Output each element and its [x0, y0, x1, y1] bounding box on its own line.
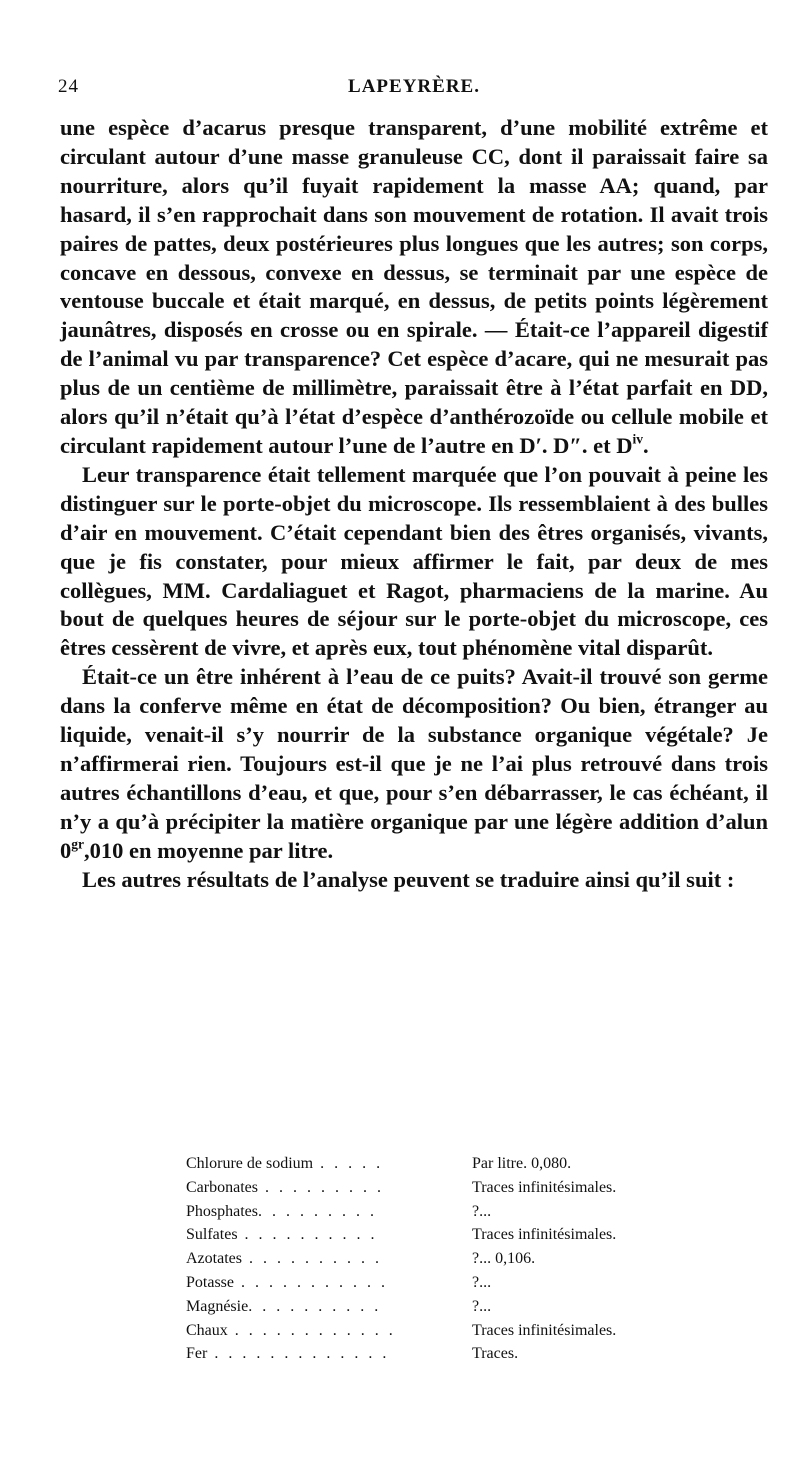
page-header [58, 76, 770, 108]
superscript: gr [71, 836, 84, 852]
substance-cell [186, 1200, 472, 1224]
page-number: 24 [58, 76, 79, 97]
substance-cell [186, 1342, 472, 1366]
value-cell: ?... 0,106. [472, 1250, 536, 1268]
value-cell: ?... [472, 1202, 492, 1220]
substance-name: Chaux [186, 1321, 228, 1339]
paragraph [60, 114, 768, 461]
paragraph [60, 663, 768, 865]
value-cell: ?... [472, 1273, 492, 1291]
leader-dots: . . . . . . . . . . [241, 1250, 382, 1268]
substance-cell [186, 1152, 472, 1176]
paragraph-tail: ,010 en moyenne par litre. [84, 837, 334, 863]
substance-cell [186, 1247, 472, 1271]
value-cell: Traces infinitésimales. [472, 1178, 617, 1196]
substance-name: Phosphates [186, 1202, 258, 1220]
substance-cell [186, 1295, 472, 1319]
leader-dots: . . . . . . . . . . . . [227, 1321, 396, 1339]
leader-dots: . . . . . . . . . . . . . [207, 1345, 390, 1363]
value-cell: Par litre. 0,080. [472, 1155, 572, 1172]
table-row [186, 1176, 706, 1200]
table-row [186, 1342, 706, 1366]
paragraph-text: une espèce d’acarus presque transparent, d’une mobilité extrême et circulant autour d’une masse granuleuse CC, dont il paraissait faire sa nourriture, alors qu’il fuyait rapidement la masse AA; quand, par hasard, il s’en rapprochait dans son mouvement de rotation. Il avait trois paires de pattes, deux postérieures plus longues que les autres; son corps, concave en dessous, convexe en dessus, se terminait par une espèce de ventouse buccale et était marqué, en dessus, de petits points légèrement jaunâtres, disposés en crosse ou en spirale. — Était-ce l’appareil digestif de l’animal vu par transparence? Cet espèce d’acare, qui ne mesurait pas plus de un centième de millimètre, paraissait être à l’état parfait en DD, alors qu’il n’était qu’à l’état d’espèce d’anthérozoïde ou cellule mobile et circulant rapidement autour l’une de l’autre en D′. D″. et D [60, 115, 768, 458]
table-row [186, 1319, 706, 1343]
substance-name: Carbonates [186, 1178, 258, 1196]
substance-name: Potasse [186, 1273, 234, 1291]
table-row [186, 1152, 706, 1176]
paragraph-text: Les autres résultats de l’analyse peuvent se traduire ainsi qu’il suit : [82, 866, 735, 892]
substance-cell [186, 1319, 472, 1343]
running-head: LAPEYRÈRE. [348, 76, 480, 97]
leader-dots: . . . . . . . . . . [248, 1297, 382, 1315]
substance-cell [186, 1271, 472, 1295]
table-row [186, 1200, 706, 1224]
paragraph-text: Était-ce un être inhérent à l’eau de ce puits? Avait-il trouvé son germe dans la conferve même en état de décomposition? Ou bien, étranger au liquide, venait-il s’y nourrir de la substance organique végétale? Je n’affirmerai rien. Toujours est-il que je ne l’ai plus retrouvé dans trois autres échantillons d’eau, et que, pour s’en débarrasser, le cas échéant, il n’y a qu’à précipiter la matière organique par une légère addition d’alun 0 [60, 664, 768, 863]
table-row [186, 1295, 706, 1319]
leader-dots: . . . . . [313, 1155, 384, 1172]
substance-name: Sulfates [186, 1226, 238, 1244]
substance-name: Fer [186, 1345, 208, 1363]
table-row [186, 1223, 706, 1247]
value-cell: ?... [472, 1297, 492, 1315]
paragraph [60, 866, 768, 895]
substance-name: Azotates [186, 1250, 242, 1268]
table-row [186, 1271, 706, 1295]
paragraph-text: Leur transparence était tellement marquée que l’on pouvait à peine les distinguer sur le porte-objet du microscope. Ils ressemblaient à des bulles d’air en mouvement. C’était cependant bien des êtres organisés, vivants, que je fis constater, pour mieux affirmer le fait, par deux de mes collègues, MM. Cardaliaguet et Ragot, pharmaciens de la marine. Au bout de quelques heures de séjour sur le porte-objet du microscope, ces êtres cessèrent de vivre, et après eux, tout phénomène vital disparût. [60, 461, 768, 661]
substance-name: Magnésie [186, 1297, 249, 1315]
leader-dots: . . . . . . . . . . . [234, 1273, 388, 1291]
leader-dots: . . . . . . . . . [258, 1202, 377, 1220]
value-cell: Traces. [472, 1345, 519, 1363]
leader-dots: . . . . . . . . . [257, 1178, 384, 1196]
table-row [186, 1247, 706, 1271]
analysis-table [186, 1152, 706, 1366]
value-cell: Traces infinitésimales. [472, 1226, 617, 1244]
paragraph-tail: . [642, 432, 649, 458]
paragraph [60, 461, 768, 663]
substance-name: Chlorure de sodium [186, 1155, 314, 1172]
substance-cell [186, 1223, 472, 1247]
superscript: iv [632, 431, 643, 447]
leader-dots: . . . . . . . . . . [237, 1226, 378, 1244]
substance-cell [186, 1176, 472, 1200]
value-cell: Traces infinitésimales. [472, 1321, 617, 1339]
body-text [60, 114, 768, 894]
